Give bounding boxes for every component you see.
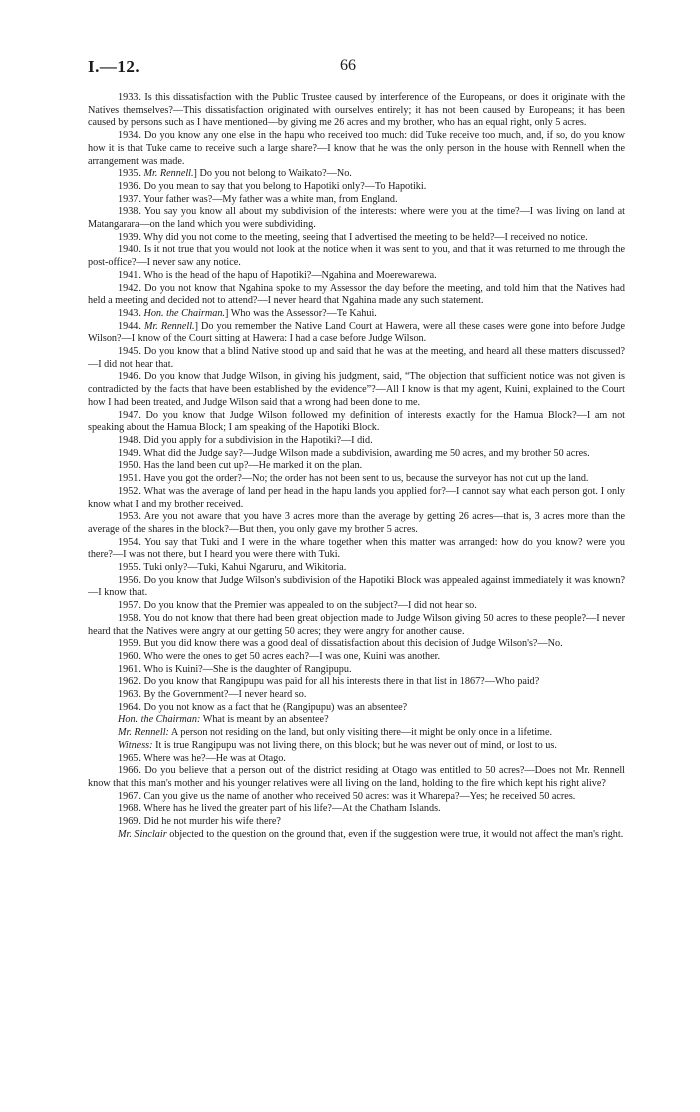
paragraph-text: 1951. Have you got the order?—No; the order has not been sent to us, because the surveyor has not cut up the land. [118, 473, 589, 485]
paragraph-text: ] Who was the Assessor?—Te Kahui. [224, 307, 377, 319]
paragraph-text: 1940. Is it not true that you would not look at the notice when it was sent to you, and that it was returned to me through the post-office?—I never saw any notice. [88, 244, 625, 269]
evidence-paragraph [88, 460, 625, 473]
paragraph-text: 1933. Is this dissatisfaction with the Public Trustee caused by interference of the Europeans, or does it originate with the Natives themselves?—This dissatisfaction originated with ourselves entirely; it has not been caused by Europeans; it has been caused by persons such as I have mentioned—by giving me 26 acres and my brother, who has an equal right, only 5 acres. [88, 92, 625, 129]
evidence-paragraph [88, 753, 625, 766]
paragraph-text: 1939. Why did you not come to the meeting, seeing that I advertised the meeting to be held?—I received no notice. [118, 231, 588, 243]
paragraph-text: 1936. Do you mean to say that you belong to Hapotiki only?—To Hapotiki. [118, 180, 427, 192]
evidence-paragraph [88, 92, 625, 130]
evidence-paragraph [88, 130, 625, 168]
evidence-paragraph [88, 232, 625, 245]
paragraph-text: 1964. Do you not know as a fact that he (Rangipupu) was an absentee? [118, 701, 408, 713]
evidence-paragraph [88, 537, 625, 562]
page-number: 66 [340, 57, 356, 74]
evidence-paragraph [88, 727, 625, 740]
paragraph-text: 1961. Who is Kuini?—She is the daughter of Rangipupu. [118, 663, 352, 675]
paragraph-text: 1960. Who were the ones to get 50 acres each?—I was one, Kuini was another. [118, 650, 441, 662]
paragraph-text: 1963. By the Government?—I never heard so. [118, 689, 307, 701]
paragraph-text: 1935. [118, 168, 144, 180]
paragraph-text: A person not residing on the land, but only visiting there—it might be only once in a lifetime. [168, 727, 553, 739]
evidence-paragraph [88, 676, 625, 689]
evidence-paragraph [88, 714, 625, 727]
paragraph-text: 1955. Tuki only?—Tuki, Kahui Ngaruru, and Wikitoria. [118, 562, 347, 574]
paragraph-text: 1941. Who is the head of the hapu of Hapotiki?—Ngahina and Moerewarewa. [118, 269, 437, 281]
paragraph-text: 1943. [118, 307, 144, 319]
evidence-body [88, 92, 625, 841]
evidence-paragraph [88, 244, 625, 269]
speaker-name: Witness: [118, 739, 153, 751]
evidence-paragraph [88, 181, 625, 194]
evidence-paragraph [88, 816, 625, 829]
paragraph-text: 1950. Has the land been cut up?—He marked it on the plan. [118, 460, 363, 472]
paragraph-text: 1947. Do you know that Judge Wilson followed my definition of interests exactly for the Hamua Block?—I am not speaking about the Hamua Block; I am speaking of the Hapotiki Block. [88, 409, 625, 434]
paragraph-text: 1937. Your father was?—My father was a white man, from England. [118, 193, 398, 205]
evidence-paragraph [88, 638, 625, 651]
paragraph-text: 1954. You say that Tuki and I were in the whare together when this matter was arranged: how do you know? were you there?—I was not there, but I heard you were there with Tuki. [88, 536, 625, 561]
evidence-paragraph [88, 346, 625, 371]
paragraph-text: 1945. Do you know that a blind Native stood up and said that he was at the meeting, and heard all these matters discussed?—I did not hear that. [88, 346, 625, 370]
paragraph-text: It is true Rangipupu was not living there, on this block; but he was never out of mind, or lost to us. [152, 739, 557, 751]
evidence-paragraph [88, 473, 625, 486]
evidence-paragraph [88, 283, 625, 308]
evidence-paragraph [88, 740, 625, 753]
evidence-paragraph [88, 600, 625, 613]
evidence-paragraph [88, 410, 625, 435]
paragraph-text: 1959. But you did know there was a good deal of dissatisfaction about this decision of Judge Wilson's?—No. [118, 638, 563, 650]
paragraph-text: 1956. Do you know that Judge Wilson's subdivision of the Hapotiki Block was appealed against immediately it was known?—I know that. [88, 574, 625, 599]
paragraph-text: 1946. Do you know that Judge Wilson, in giving his judgment, said, “The objection that sufficient notice was not given is contradicted by the facts that have been established by the evidence”?—All I know is that my agent, Kuini, explained to the Court how I had been treated, and Judge Wilson said that a wrong had been done to me. [88, 371, 625, 408]
evidence-paragraph [88, 435, 625, 448]
paragraph-text: 1966. Do you believe that a person out of the district residing at Otago was entitled to 50 acres?—Does not Mr. Rennell know that this man's mother and his younger relatives were all living on the land, holding to the fire which kept his right alive? [88, 765, 625, 789]
evidence-paragraph [88, 206, 625, 231]
speaker-name: Mr. Sinclair [118, 828, 167, 840]
paragraph-text: 1934. Do you know any one else in the hapu who received too much: did Tuke receive too much, and, if so, do you know how it is that Tuke came to receive such a large share?—I know that he was the only person in the house with Rennell when the arrangement was made. [88, 130, 625, 167]
speaker-name: Hon. the Chairman. [143, 307, 225, 319]
speaker-name: Mr. Rennell: [118, 727, 169, 739]
paragraph-text: 1952. What was the average of land per head in the hapu lands you applied for?—I cannot say what each person got. I only know what I and my brother received. [88, 485, 625, 510]
evidence-paragraph [88, 765, 625, 790]
paragraph-text: 1949. What did the Judge say?—Judge Wilson made a subdivision, awarding me 50 acres, and my brother 50 acres. [118, 447, 590, 459]
evidence-paragraph [88, 562, 625, 575]
speaker-name: Mr. Rennell. [143, 320, 195, 332]
evidence-paragraph [88, 702, 625, 715]
speaker-name: Hon. the Chairman: [118, 714, 201, 726]
paragraph-text: What is meant by an absentee? [200, 714, 329, 726]
evidence-paragraph [88, 829, 625, 842]
paragraph-text: ] Do you remember the Native Land Court at Hawera, were all these cases were gone into before Judge Wilson?—I know of the Court sitting at Hawera: I had a case before Judge Wilson. [88, 320, 626, 345]
paragraph-text: 1938. You say you know all about my subdivision of the interests: where were you at the time?—I was living on land at Matangarara—on the land which you were subdividing. [88, 206, 625, 231]
paragraph-text: 1944. [118, 320, 144, 332]
evidence-paragraph [88, 575, 625, 600]
paragraph-text: 1965. Where was he?—He was at Otago. [118, 752, 286, 764]
page-reference: I.—12. [88, 57, 141, 76]
evidence-paragraph [88, 321, 625, 346]
paragraph-text: 1958. You do not know that there had been great objection made to Judge Wilson giving 50 acres to these people?—I never heard that the Natives were angry at our getting 50 acres; they were angry for another cause. [88, 612, 625, 637]
evidence-paragraph [88, 803, 625, 816]
evidence-paragraph [88, 448, 625, 461]
evidence-paragraph [88, 689, 625, 702]
page-header [88, 57, 620, 79]
paragraph-text: 1942. Do you not know that Ngahina spoke to my Assessor the day before the meeting, and told him that the Natives had held a meeting and decided not to attend?—I never heard that Ngahina made any such statement. [88, 282, 625, 307]
paragraph-text: 1953. Are you not aware that you have 3 acres more than the average by getting 26 acres—that is, 3 acres more than the average of the shares in the block?—But then, you only gave my brother 5 acres. [88, 511, 625, 535]
paragraph-text: objected to the question on the ground that, even if the suggestion were true, it would not affect the man's right. [166, 828, 624, 840]
paragraph-text: 1969. Did he not murder his wife there? [118, 816, 281, 828]
paragraph-text: 1962. Do you know that Rangipupu was paid for all his interests there in that list in 1867?—Who paid? [118, 676, 540, 688]
evidence-paragraph [88, 168, 625, 181]
evidence-paragraph [88, 613, 625, 638]
evidence-paragraph [88, 651, 625, 664]
evidence-paragraph [88, 194, 625, 207]
speaker-name: Mr. Rennell. [143, 168, 194, 180]
evidence-paragraph [88, 511, 625, 536]
evidence-paragraph [88, 270, 625, 283]
evidence-paragraph [88, 791, 625, 804]
paragraph-text: ] Do you not belong to Waikato?—No. [193, 168, 352, 180]
paragraph-text: 1957. Do you know that the Premier was appealed to on the subject?—I did not hear so. [118, 600, 477, 612]
evidence-paragraph [88, 486, 625, 511]
evidence-paragraph [88, 371, 625, 409]
paragraph-text: 1948. Did you apply for a subdivision in the Hapotiki?—I did. [118, 434, 373, 446]
evidence-paragraph [88, 664, 625, 677]
evidence-paragraph [88, 308, 625, 321]
paragraph-text: 1967. Can you give us the name of another who received 50 acres: was it Wharepa?—Yes; he received 50 acres. [118, 790, 576, 802]
paragraph-text: 1968. Where has he lived the greater part of his life?—At the Chatham Islands. [118, 803, 441, 815]
